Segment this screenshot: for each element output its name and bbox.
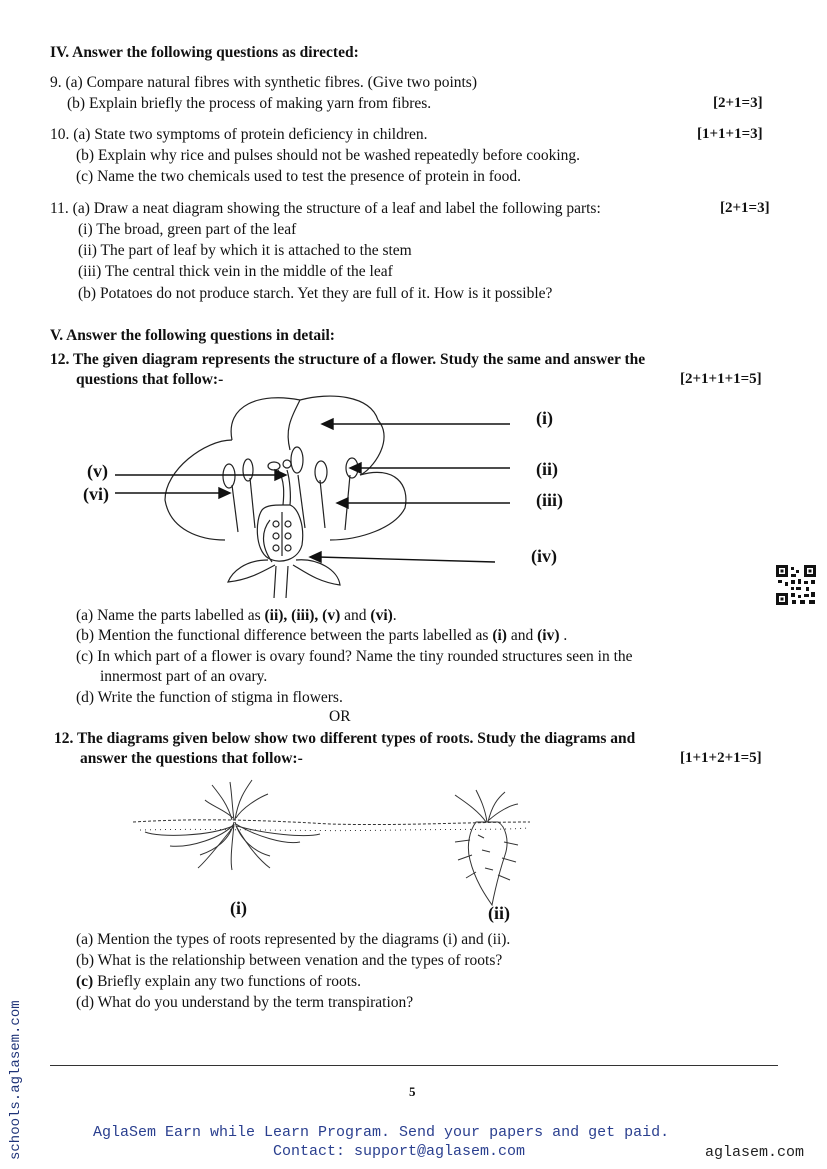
q11-i: (i) The broad, green part of the leaf bbox=[78, 221, 297, 238]
q12d: (d) Write the function of stigma in flowers. bbox=[76, 689, 343, 706]
promo-line2: Contact: support@aglasem.com bbox=[273, 1143, 526, 1160]
site-url[interactable]: aglasem.com bbox=[705, 1144, 805, 1161]
promo-line1: AglaSem Earn while Learn Program. Send your papers and get paid. bbox=[93, 1124, 670, 1141]
q12b: (b) Mention the functional difference between the parts labelled as (i) and (iv) . bbox=[76, 627, 568, 644]
q9b: (b) Explain briefly the process of making yarn from fibres. bbox=[67, 95, 432, 112]
q11-iii: (iii) The central thick vein in the middle of the leaf bbox=[78, 263, 393, 280]
alt-q12a: (a) Mention the types of roots represented by the diagrams (i) and (ii). bbox=[76, 931, 511, 948]
root-label-i: (i) bbox=[230, 898, 247, 918]
q10-marks: [1+1+1=3] bbox=[697, 126, 763, 142]
q10c: (c) Name the two chemicals used to test the presence of protein in food. bbox=[76, 168, 522, 185]
q10b: (b) Explain why rice and pulses should not be washed repeatedly before cooking. bbox=[76, 147, 581, 164]
q9a: 9. (a) Compare natural fibres with synthetic fibres. (Give two points) bbox=[50, 74, 477, 91]
q12-line1: 12. The given diagram represents the structure of a flower. Study the same and answer the bbox=[50, 351, 646, 368]
flower-label-i: (i) bbox=[536, 408, 553, 428]
q11b: (b) Potatoes do not produce starch. Yet they are full of it. How is it possible? bbox=[78, 285, 553, 302]
q9-marks: [2+1=3] bbox=[713, 95, 763, 111]
root-label-ii: (ii) bbox=[488, 903, 510, 923]
alt-q12c: (c) Briefly explain any two functions of roots. bbox=[76, 973, 361, 990]
section-iv-heading: IV. Answer the following questions as directed: bbox=[50, 44, 359, 61]
flower-label-iii: (iii) bbox=[536, 490, 563, 510]
alt-q12b: (b) What is the relationship between venation and the types of roots? bbox=[76, 952, 503, 969]
alt-q12-marks: [1+1+2+1=5] bbox=[680, 750, 762, 766]
q12c-line2: innermost part of an ovary. bbox=[100, 668, 268, 685]
q12-marks: [2+1+1+1=5] bbox=[680, 371, 762, 387]
alt-q12d: (d) What do you understand by the term transpiration? bbox=[76, 994, 414, 1011]
q11-marks: [2+1=3] bbox=[720, 200, 770, 216]
q10a: 10. (a) State two symptoms of protein deficiency in children. bbox=[50, 126, 428, 143]
alt-q12-line1: 12. The diagrams given below show two different types of roots. Study the diagrams and bbox=[54, 730, 636, 747]
flower-label-vi: (vi) bbox=[83, 484, 109, 504]
q12c-line1: (c) In which part of a flower is ovary found? Name the tiny rounded structures seen in the bbox=[76, 648, 633, 665]
flower-label-ii: (ii) bbox=[536, 459, 558, 479]
side-watermark: schools.aglasem.com bbox=[8, 1000, 24, 1160]
q11-ii: (ii) The part of leaf by which it is attached to the stem bbox=[78, 242, 412, 259]
flower-label-v: (v) bbox=[87, 461, 108, 481]
alt-q12-line2: answer the questions that follow:- bbox=[80, 750, 303, 767]
footer-divider bbox=[50, 1065, 778, 1066]
q12-line2: questions that follow:- bbox=[76, 371, 224, 388]
or-separator: OR bbox=[329, 708, 351, 725]
page-number: 5 bbox=[409, 1084, 416, 1099]
q12a: (a) Name the parts labelled as (ii), (iii), (v) and (vi). bbox=[76, 607, 397, 624]
flower-label-iv: (iv) bbox=[531, 546, 557, 566]
q11a: 11. (a) Draw a neat diagram showing the structure of a leaf and label the following parts: bbox=[50, 200, 601, 217]
section-v-heading: V. Answer the following questions in detail: bbox=[50, 327, 335, 344]
